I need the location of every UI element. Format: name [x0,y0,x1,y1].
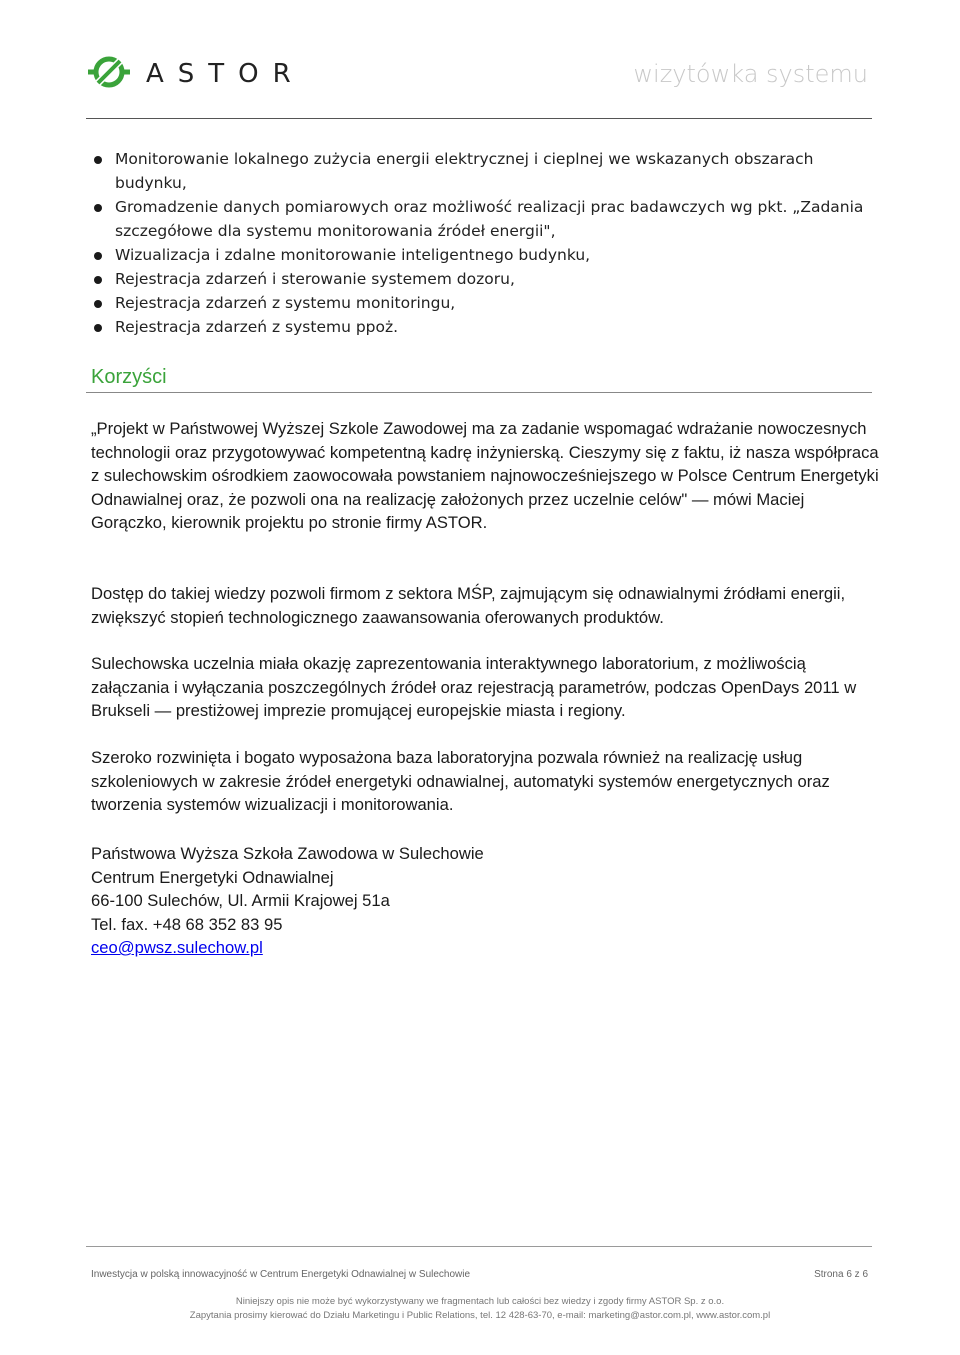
paragraph-quote: „Projekt w Państwowej Wyższej Szkole Zawodowej ma za zadanie wspomagać wdrażanie nowoczesnych technologii oraz przygotowywać kompetentną kadrę inżynierską. Cieszymy się z faktu, iż nasza współpraca z sulechowskim ośrodkiem zaowocowała powstaniem najnowocześniejszego w Polsce Centrum Energetyki Odnawialnej oraz, że pozwoli ona na realizację założonych przez uczelnie celów" — mówi Maciej Gorączko, kierownik projektu po stronie firmy ASTOR. [91,419,879,532]
list-item: Gromadzenie danych pomiarowych oraz możliwość realizacji prac badawczych wg pkt. „Zadania szczegółowe dla systemu monitorowania źródeł energii", [92,195,882,243]
section-heading: Korzyści [91,366,167,388]
header-divider [86,118,872,119]
list-item: Rejestracja zdarzeń z systemu ppoż. [92,315,882,339]
astor-logo-mark-icon [88,52,305,92]
list-item: Wizualizacja i zdalne monitorowanie inteligentnego budynku, [92,243,882,267]
bullet-icon [94,204,102,212]
astor-logo [88,52,305,92]
address-institution: Państwowa Wyższa Szkoła Zawodowa w Sulechowie [91,844,484,863]
bullet-icon [94,156,102,164]
list-item: Rejestracja zdarzeń z systemu monitoringu, [92,291,882,315]
paragraph: Sulechowska uczelnia miała okazję zaprezentowania interaktywnego laboratorium, z możliwością załączania i wyłączania poszczególnych źródeł oraz rejestracją parametrów, podczas OpenDays 2011 w Brukseli — prestiżowej imprezie promującej europejskie miasta i regiony. [91,654,857,720]
address-phone: Tel. fax. +48 68 352 83 95 [91,914,283,934]
bullet-icon [94,252,102,260]
footer-title: Inwestycja w polską innowacyjność w Centrum Energetyki Odnawialnej w Sulechowie [91,1269,471,1280]
contact-address [91,842,881,960]
paragraph: Szeroko rozwinięta i bogato wyposażona baza laboratoryjna pozwala również na realizację usług szkoleniowych w zakresie źródeł energetyki odnawialnej, automatyki systemów energetycznych oraz tworzenia systemów wizualizacji i monitorowania. [91,748,830,814]
logo-wordmark: ASTOR [146,59,305,89]
paragraph: Dostęp do takiej wiedzy pozwoli firmom z sektora MŚP, zajmującym się odnawialnymi źródłami energii, zwiększyć stopień technologicznego zaawansowania oferowanych produktów. [91,584,846,627]
page-number: Strona 6 z 6 [814,1269,868,1280]
footer-disclaimer: Niniejszy opis nie może być wykorzystywany we fragmentach lub całości bez wiedzy i zgody firmy ASTOR Sp. z o.o. [235,1296,725,1307]
email-link[interactable]: ceo@pwsz.sulechow.pl [91,938,263,957]
section-divider [86,392,872,393]
address-street: 66-100 Sulechów, Ul. Armii Krajowej 51a [91,891,390,910]
list-item: Rejestracja zdarzeń i sterowanie systemem dozoru, [92,267,882,291]
feature-list [92,147,882,339]
list-item: Monitorowanie lokalnego zużycia energii elektrycznej i cieplnej we wskazanych obszarach budynku, [92,147,882,195]
bullet-icon [94,300,102,308]
bullet-icon [94,324,102,332]
document-type-label: wizytówka systemu [633,60,868,88]
address-center: Centrum Energetyki Odnawialnej [91,867,334,887]
footer-contact: Zapytania prosimy kierować do Działu Marketingu i Public Relations, tel. 12 428-63-70, e-mail: marketing@astor.com.pl, www.astor.com.pl [189,1310,771,1321]
bullet-icon [94,276,102,284]
footer-divider [86,1246,872,1247]
